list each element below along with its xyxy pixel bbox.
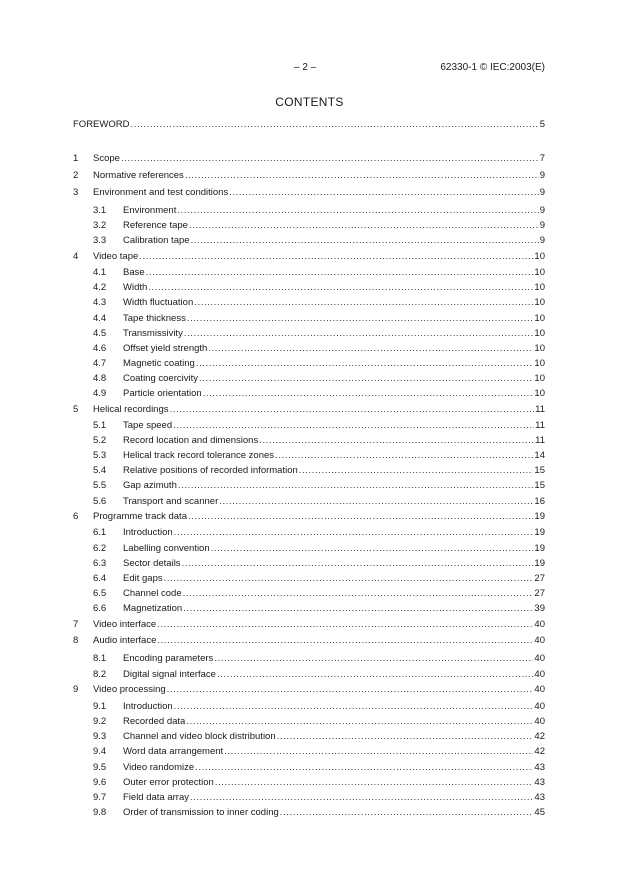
toc-entry-title: Labelling convention <box>123 543 210 554</box>
toc-entry-number: 9.4 <box>93 746 107 757</box>
dot-leader <box>184 327 534 340</box>
toc-entry-number: 1 <box>73 153 79 164</box>
toc-entry[interactable] <box>73 683 545 696</box>
toc-entry-number: 4.3 <box>93 297 107 308</box>
toc-entry-title: Video processing <box>93 684 166 695</box>
toc-entry-page: 9 <box>539 235 545 246</box>
dot-leader <box>174 700 534 713</box>
dot-leader <box>203 387 534 400</box>
toc-entry-page: 5 <box>539 119 545 130</box>
toc-entry[interactable] <box>93 495 545 508</box>
toc-entry-page: 42 <box>534 746 545 757</box>
toc-entry-page: 10 <box>534 388 545 399</box>
toc-entry-title: Relative positions of recorded information <box>123 465 298 476</box>
toc-entry-page: 11 <box>535 420 545 431</box>
dot-leader <box>219 495 533 508</box>
dot-leader <box>167 683 534 696</box>
toc-entry-number: 5.3 <box>93 450 107 461</box>
dot-leader <box>183 602 533 615</box>
toc-entry[interactable] <box>93 327 545 340</box>
dot-leader <box>146 266 534 279</box>
dot-leader <box>259 434 534 447</box>
dot-leader <box>215 776 534 789</box>
toc-entry-page: 16 <box>534 496 545 507</box>
toc-entry[interactable] <box>93 372 545 385</box>
toc-entry-number: 9.3 <box>93 731 107 742</box>
toc-entry-title: Calibration tape <box>123 235 190 246</box>
dot-leader <box>157 618 533 631</box>
toc-entry-number: 4 <box>73 251 79 262</box>
page-number: – 2 – <box>294 62 317 73</box>
toc-entry-title: Width fluctuation <box>123 297 194 308</box>
toc-entry[interactable] <box>93 434 545 447</box>
dot-leader <box>148 281 533 294</box>
dot-leader <box>217 668 533 681</box>
toc-entry[interactable] <box>93 776 545 789</box>
toc-entry-page: 19 <box>534 558 545 569</box>
dot-leader <box>182 557 534 570</box>
toc-entry-page: 14 <box>534 450 545 461</box>
toc-entry-page: 10 <box>534 251 545 262</box>
toc-entry-number: 4.5 <box>93 328 107 339</box>
toc-entry-page: 40 <box>534 619 545 630</box>
toc-entry-title: Width <box>123 282 148 293</box>
dot-leader <box>130 118 538 131</box>
toc-entry-title: Channel and video block distribution <box>123 731 276 742</box>
toc-entry-number: 4.9 <box>93 388 107 399</box>
toc-entry-title: Offset yield strength <box>123 343 208 354</box>
dot-leader <box>157 634 533 647</box>
toc-entry[interactable] <box>73 250 545 263</box>
dot-leader <box>183 587 534 600</box>
toc-entry-page: 11 <box>535 435 545 446</box>
toc-entry-title: Normative references <box>93 170 184 181</box>
toc-entry-page: 10 <box>534 313 545 324</box>
toc-entry-page: 15 <box>534 480 545 491</box>
toc-entry-title: Magnetic coating <box>123 358 195 369</box>
toc-entry[interactable] <box>73 634 545 647</box>
dot-leader <box>299 464 534 477</box>
toc-entry[interactable] <box>93 715 545 728</box>
toc-entry-page: 10 <box>534 328 545 339</box>
toc-entry[interactable] <box>93 602 545 615</box>
toc-entry-title: Introduction <box>123 701 173 712</box>
dot-leader <box>189 219 539 232</box>
toc-entry-number: 5 <box>73 404 79 415</box>
toc-entry-page: 10 <box>534 267 545 278</box>
toc-entry-number: 4.4 <box>93 313 107 324</box>
dot-leader <box>170 403 535 416</box>
toc-entry-number: 6.5 <box>93 588 107 599</box>
toc-entry-title: Magnetization <box>123 603 183 614</box>
toc-entry-page: 7 <box>539 153 545 164</box>
dot-leader <box>121 152 539 165</box>
toc-entry[interactable] <box>93 668 545 681</box>
toc-entry-number: 4.6 <box>93 343 107 354</box>
dot-leader <box>191 234 539 247</box>
toc-entry[interactable] <box>93 479 545 492</box>
toc-entry-title: Digital signal interface <box>123 669 216 680</box>
toc-entry[interactable] <box>93 281 545 294</box>
toc-entry[interactable] <box>93 357 545 370</box>
toc-entry[interactable] <box>73 510 545 523</box>
toc-entry-page: 45 <box>534 807 545 818</box>
toc-entry-title: Sector details <box>123 558 181 569</box>
toc-entry-page: 9 <box>539 187 545 198</box>
dot-leader <box>229 186 539 199</box>
toc-entry-title: Scope <box>93 153 120 164</box>
toc-entry-title: Tape speed <box>123 420 173 431</box>
dot-leader <box>196 357 534 370</box>
toc-entry[interactable] <box>93 542 545 555</box>
dot-leader <box>185 169 539 182</box>
toc-entry-title: Environment and test conditions <box>93 187 229 198</box>
toc-entry-title: Audio interface <box>93 635 157 646</box>
toc-entry-number: 6.1 <box>93 527 107 538</box>
dot-leader <box>178 479 534 492</box>
toc-entry[interactable] <box>93 449 545 462</box>
toc-entry[interactable] <box>93 342 545 355</box>
toc-entry[interactable] <box>93 791 545 804</box>
toc-entry-title: FOREWORD <box>73 119 130 130</box>
dot-leader <box>139 250 533 263</box>
toc-entry-title: Video tape <box>93 251 139 262</box>
toc-entry-title: Tape thickness <box>123 313 186 324</box>
toc-entry-title: Word data arrangement <box>123 746 224 757</box>
toc-entry-number: 7 <box>73 619 79 630</box>
toc-entry[interactable] <box>73 186 545 199</box>
dot-leader <box>275 449 533 462</box>
toc-entry-number: 3.2 <box>93 220 107 231</box>
toc-entry[interactable] <box>93 464 545 477</box>
toc-entry-title: Helical recordings <box>93 404 169 415</box>
toc-entry-page: 10 <box>534 282 545 293</box>
toc-entry-title: Video interface <box>93 619 157 630</box>
toc-entry[interactable] <box>93 700 545 713</box>
toc-entry-page: 40 <box>534 684 545 695</box>
toc-entry-number: 4.1 <box>93 267 107 278</box>
toc-entry-number: 6.6 <box>93 603 107 614</box>
toc-entry-page: 10 <box>534 343 545 354</box>
toc-entry[interactable] <box>73 618 545 631</box>
dot-leader <box>208 342 533 355</box>
toc-entry[interactable] <box>93 312 545 325</box>
contents-title: CONTENTS <box>275 95 344 109</box>
toc-entry-title: Order of transmission to inner coding <box>123 807 279 818</box>
toc-entry-title: Helical track record tolerance zones <box>123 450 275 461</box>
toc-entry-page: 27 <box>534 573 545 584</box>
dot-leader <box>187 312 534 325</box>
toc-entry-title: Introduction <box>123 527 173 538</box>
toc-entry-page: 43 <box>534 762 545 773</box>
toc-entry-title: Channel code <box>123 588 182 599</box>
dot-leader <box>277 730 534 743</box>
toc-entry-number: 5.2 <box>93 435 107 446</box>
toc-entry-number: 9.8 <box>93 807 107 818</box>
toc-entry-title: Transmissivity <box>123 328 183 339</box>
toc-entry-number: 5.5 <box>93 480 107 491</box>
toc-entry-page: 10 <box>534 373 545 384</box>
toc-entry-title: Encoding parameters <box>123 653 214 664</box>
toc-entry-foreword[interactable] <box>73 118 545 131</box>
toc-entry-page: 10 <box>534 358 545 369</box>
toc-entry-number: 4.7 <box>93 358 107 369</box>
toc-entry-number: 9 <box>73 684 79 695</box>
dot-leader <box>214 652 533 665</box>
toc-entry-page: 40 <box>534 701 545 712</box>
toc-entry-title: Coating coercivity <box>123 373 198 384</box>
toc-entry-title: Field data array <box>123 792 190 803</box>
toc-entry-title: Transport and scanner <box>123 496 219 507</box>
toc-entry-page: 19 <box>534 527 545 538</box>
toc-entry-page: 40 <box>534 635 545 646</box>
dot-leader <box>173 419 534 432</box>
toc-entry[interactable] <box>93 557 545 570</box>
toc-entry-title: Reference tape <box>123 220 188 231</box>
toc-entry-page: 9 <box>539 170 545 181</box>
toc-entry-title: Edit gaps <box>123 573 163 584</box>
toc-entry-number: 5.4 <box>93 465 107 476</box>
toc-entry-page: 39 <box>534 603 545 614</box>
toc-entry-title: Environment <box>123 205 177 216</box>
toc-entry[interactable] <box>93 572 545 585</box>
toc-entry-title: Particle orientation <box>123 388 202 399</box>
toc-entry-title: Gap azimuth <box>123 480 177 491</box>
toc-entry-number: 3 <box>73 187 79 198</box>
toc-entry[interactable] <box>93 761 545 774</box>
toc-entry-page: 42 <box>534 731 545 742</box>
dot-leader <box>174 526 534 539</box>
toc-entry[interactable] <box>93 526 545 539</box>
toc-entry-number: 4.8 <box>93 373 107 384</box>
toc-entry-number: 6 <box>73 511 79 522</box>
toc-entry-number: 9.7 <box>93 792 107 803</box>
toc-entry[interactable] <box>93 652 545 665</box>
toc-entry[interactable] <box>93 204 545 217</box>
toc-entry[interactable] <box>93 419 545 432</box>
toc-entry-number: 3.3 <box>93 235 107 246</box>
toc-entry[interactable] <box>93 234 545 247</box>
toc-entry-title: Recorded data <box>123 716 186 727</box>
dot-leader <box>177 204 538 217</box>
toc-entry-number: 8.2 <box>93 669 107 680</box>
dot-leader <box>280 806 534 819</box>
toc-entry-page: 10 <box>534 297 545 308</box>
toc-entry-page: 11 <box>535 404 545 415</box>
toc-entry-title: Video randomize <box>123 762 195 773</box>
toc-entry-number: 9.6 <box>93 777 107 788</box>
toc-entry-number: 2 <box>73 170 79 181</box>
dot-leader <box>190 791 533 804</box>
toc-entry-page: 9 <box>539 220 545 231</box>
toc-entry-number: 6.3 <box>93 558 107 569</box>
toc-entry-number: 8 <box>73 635 79 646</box>
toc-entry[interactable] <box>93 587 545 600</box>
toc-entry-page: 15 <box>534 465 545 476</box>
toc-entry-number: 9.5 <box>93 762 107 773</box>
toc-entry-page: 40 <box>534 669 545 680</box>
toc-entry[interactable] <box>93 806 545 819</box>
toc-entry-title: Base <box>123 267 145 278</box>
toc-entry-number: 5.6 <box>93 496 107 507</box>
toc-entry-page: 9 <box>539 205 545 216</box>
dot-leader <box>199 372 533 385</box>
toc-entry-page: 43 <box>534 792 545 803</box>
dot-leader <box>186 715 533 728</box>
toc-entry[interactable] <box>93 730 545 743</box>
dot-leader <box>164 572 534 585</box>
toc-entry[interactable] <box>93 266 545 279</box>
toc-entry[interactable] <box>73 169 545 182</box>
toc-entry-number: 6.2 <box>93 543 107 554</box>
dot-leader <box>195 761 533 774</box>
document-id: 62330-1 © IEC:2003(E) <box>440 62 545 73</box>
toc-entry-page: 19 <box>534 543 545 554</box>
toc-entry-title: Record location and dimensions <box>123 435 259 446</box>
toc-entry-page: 27 <box>534 588 545 599</box>
toc-entry-number: 5.1 <box>93 420 107 431</box>
dot-leader <box>188 510 533 523</box>
toc-entry-number: 4.2 <box>93 282 107 293</box>
dot-leader <box>194 296 533 309</box>
toc-entry-title: Programme track data <box>93 511 187 522</box>
toc-entry-number: 8.1 <box>93 653 107 664</box>
toc-entry[interactable] <box>93 745 545 758</box>
dot-leader <box>211 542 534 555</box>
toc-entry-title: Outer error protection <box>123 777 214 788</box>
toc-entry-page: 43 <box>534 777 545 788</box>
toc-entry-number: 3.1 <box>93 205 107 216</box>
toc-entry-number: 9.2 <box>93 716 107 727</box>
toc-entry-page: 40 <box>534 653 545 664</box>
toc-entry[interactable] <box>73 152 545 165</box>
dot-leader <box>224 745 533 758</box>
toc-entry[interactable] <box>93 219 545 232</box>
toc-entry[interactable] <box>93 296 545 309</box>
toc-entry-page: 40 <box>534 716 545 727</box>
toc-entry[interactable] <box>93 387 545 400</box>
toc-entry-number: 9.1 <box>93 701 107 712</box>
toc-entry-number: 6.4 <box>93 573 107 584</box>
toc-entry[interactable] <box>73 403 545 416</box>
toc-entry-page: 19 <box>534 511 545 522</box>
